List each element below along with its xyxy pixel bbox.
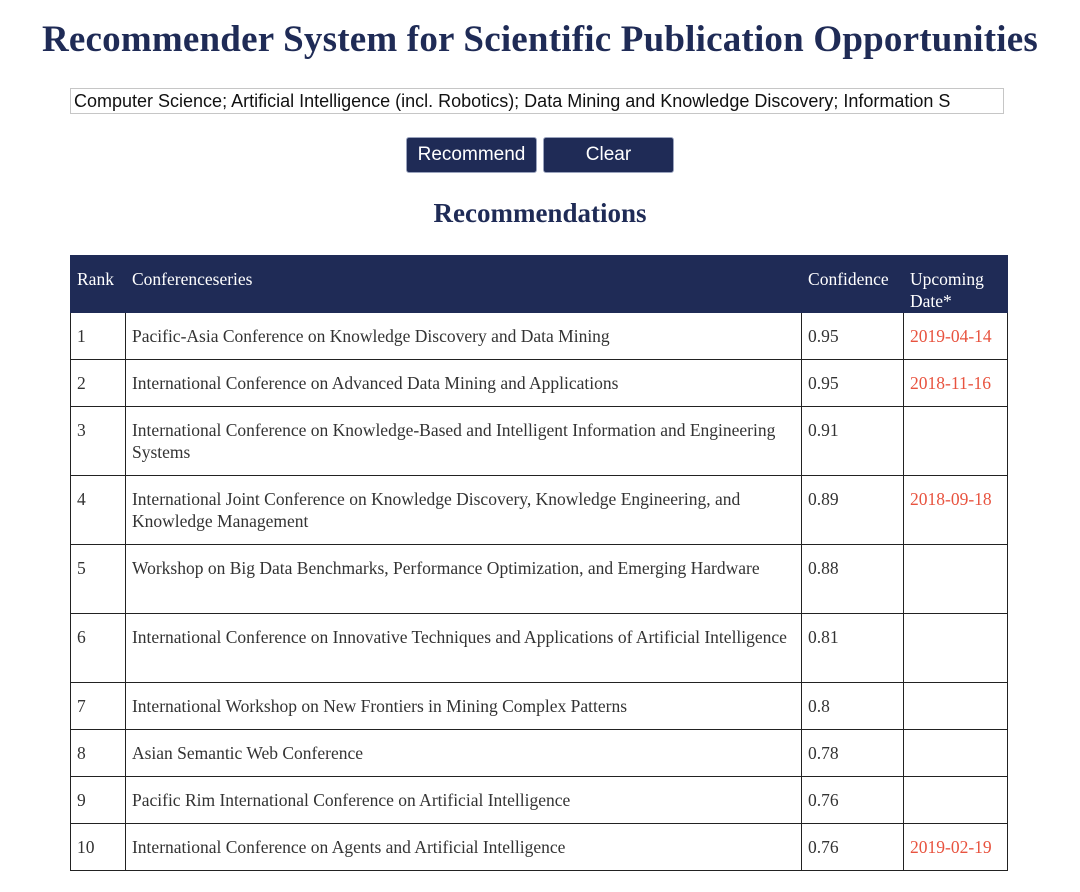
rank-cell: 8 — [71, 730, 126, 777]
conferenceseries-cell: International Conference on Innovative Techniques and Applications of Artificial Intelligence — [125, 614, 801, 683]
table-row — [71, 730, 1008, 777]
page-title: Recommender System for Scientific Publication Opportunities — [42, 19, 1038, 60]
confidence-cell: 0.76 — [802, 824, 904, 871]
confidence-cell: 0.76 — [802, 777, 904, 824]
rank-cell: 10 — [71, 824, 126, 871]
clear-button[interactable]: Clear — [543, 137, 674, 173]
column-header-confidence: Confidence — [802, 256, 904, 313]
upcoming-date-cell — [904, 407, 1008, 476]
upcoming-date-cell — [904, 683, 1008, 730]
upcoming-date-cell — [904, 777, 1008, 824]
upcoming-date-cell — [904, 545, 1008, 614]
table-row — [71, 360, 1008, 407]
table-row — [71, 824, 1008, 871]
confidence-cell: 0.89 — [802, 476, 904, 545]
confidence-cell: 0.88 — [802, 545, 904, 614]
rank-cell: 1 — [71, 313, 126, 360]
confidence-cell: 0.81 — [802, 614, 904, 683]
confidence-cell: 0.95 — [802, 360, 904, 407]
column-header-conferenceseries: Conferenceseries — [125, 256, 801, 313]
table-row — [71, 545, 1008, 614]
conferenceseries-cell: Pacific Rim International Conference on Artificial Intelligence — [125, 777, 801, 824]
conferenceseries-cell: Asian Semantic Web Conference — [125, 730, 801, 777]
upcoming-date-cell: 2019-02-19 — [904, 824, 1008, 871]
rank-cell: 5 — [71, 545, 126, 614]
column-header-upcoming-date: Upcoming Date* — [904, 256, 1008, 313]
upcoming-date-cell — [904, 730, 1008, 777]
table-row — [71, 313, 1008, 360]
conferenceseries-cell: International Joint Conference on Knowledge Discovery, Knowledge Engineering, and Knowledge Management — [125, 476, 801, 545]
confidence-cell: 0.78 — [802, 730, 904, 777]
recommend-button[interactable]: Recommend — [406, 137, 537, 173]
confidence-cell: 0.91 — [802, 407, 904, 476]
conferenceseries-cell: International Conference on Agents and Artificial Intelligence — [125, 824, 801, 871]
confidence-cell: 0.8 — [802, 683, 904, 730]
upcoming-date-cell: 2018-11-16 — [904, 360, 1008, 407]
conferenceseries-cell: Workshop on Big Data Benchmarks, Performance Optimization, and Emerging Hardware — [125, 545, 801, 614]
rank-cell: 9 — [71, 777, 126, 824]
conferenceseries-cell: International Workshop on New Frontiers in Mining Complex Patterns — [125, 683, 801, 730]
recommendations-heading: Recommendations — [433, 198, 647, 228]
column-header-rank: Rank — [71, 256, 126, 313]
table-header-row — [71, 256, 1008, 313]
table-row — [71, 683, 1008, 730]
conferenceseries-cell: Pacific-Asia Conference on Knowledge Discovery and Data Mining — [125, 313, 801, 360]
rank-cell: 2 — [71, 360, 126, 407]
conferenceseries-cell: International Conference on Advanced Data Mining and Applications — [125, 360, 801, 407]
table-row — [71, 614, 1008, 683]
table-row — [71, 777, 1008, 824]
confidence-cell: 0.95 — [802, 313, 904, 360]
upcoming-date-cell: 2019-04-14 — [904, 313, 1008, 360]
subject-query-input[interactable] — [70, 88, 1004, 114]
rank-cell: 6 — [71, 614, 126, 683]
upcoming-date-cell — [904, 614, 1008, 683]
recommendations-table — [70, 255, 1008, 871]
upcoming-date-cell: 2018-09-18 — [904, 476, 1008, 545]
rank-cell: 3 — [71, 407, 126, 476]
table-row — [71, 476, 1008, 545]
conferenceseries-cell: International Conference on Knowledge-Based and Intelligent Information and Engineering Systems — [125, 407, 801, 476]
rank-cell: 7 — [71, 683, 126, 730]
table-row — [71, 407, 1008, 476]
rank-cell: 4 — [71, 476, 126, 545]
